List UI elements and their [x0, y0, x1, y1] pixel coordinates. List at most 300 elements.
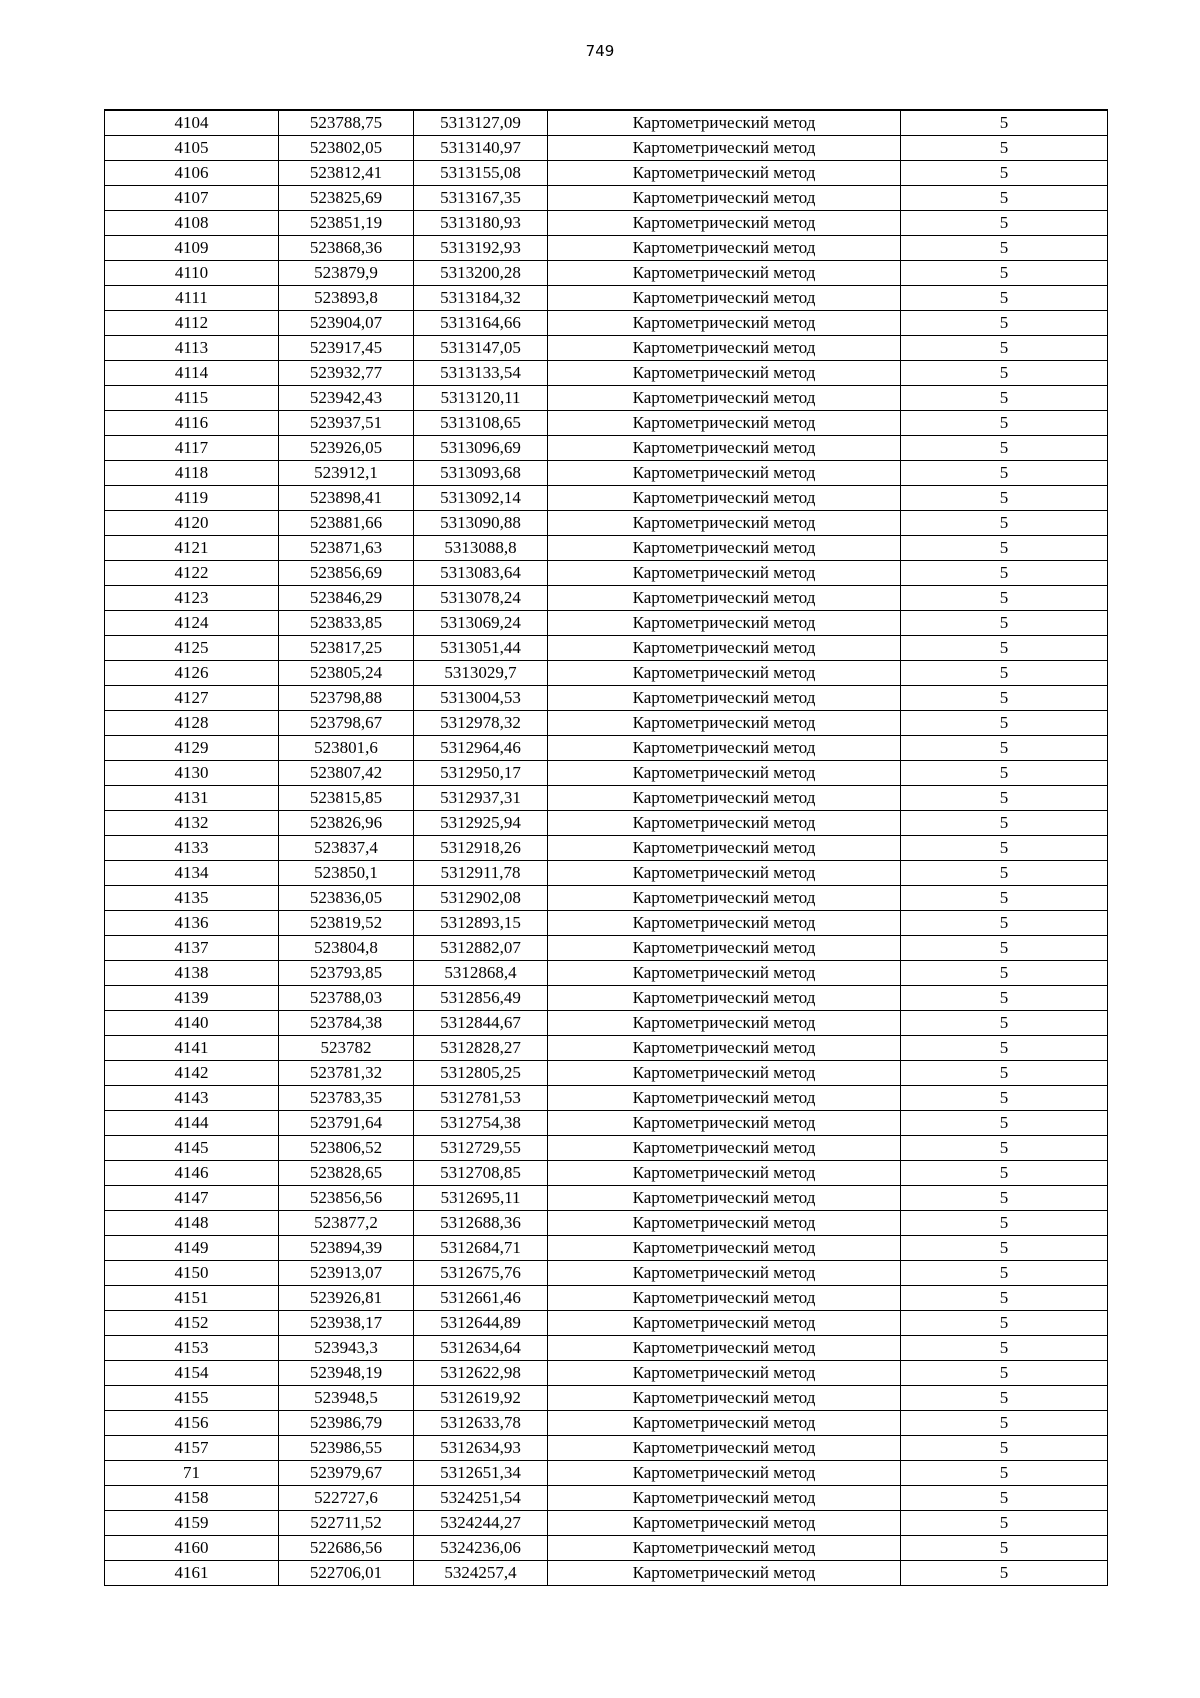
y-coordinate-cell: 5313088,8 [414, 536, 548, 561]
y-coordinate-cell: 5312684,71 [414, 1236, 548, 1261]
point-number-cell: 4122 [105, 561, 279, 586]
y-coordinate-cell: 5312964,46 [414, 736, 548, 761]
x-coordinate-cell: 523791,64 [279, 1111, 414, 1136]
table-row [105, 1261, 1108, 1286]
y-coordinate-cell: 5312675,76 [414, 1261, 548, 1286]
x-coordinate-cell: 523850,1 [279, 861, 414, 886]
table-row [105, 511, 1108, 536]
accuracy-cell: 5 [901, 1286, 1108, 1311]
y-coordinate-cell: 5312844,67 [414, 1011, 548, 1036]
y-coordinate-cell: 5312978,32 [414, 711, 548, 736]
point-number-cell: 4147 [105, 1186, 279, 1211]
table-row [105, 1236, 1108, 1261]
point-number-cell: 4115 [105, 386, 279, 411]
point-number-cell: 4160 [105, 1536, 279, 1561]
method-cell: Картометрический метод [548, 636, 901, 661]
method-cell: Картометрический метод [548, 1336, 901, 1361]
point-number-cell: 4109 [105, 236, 279, 261]
x-coordinate-cell: 523948,5 [279, 1386, 414, 1411]
method-cell: Картометрический метод [548, 1236, 901, 1261]
y-coordinate-cell: 5313133,54 [414, 361, 548, 386]
table-row [105, 1361, 1108, 1386]
table-row [105, 1086, 1108, 1111]
y-coordinate-cell: 5312868,4 [414, 961, 548, 986]
y-coordinate-cell: 5312805,25 [414, 1061, 548, 1086]
method-cell: Картометрический метод [548, 110, 901, 136]
accuracy-cell: 5 [901, 1211, 1108, 1236]
accuracy-cell: 5 [901, 110, 1108, 136]
point-number-cell: 4121 [105, 536, 279, 561]
y-coordinate-cell: 5313093,68 [414, 461, 548, 486]
accuracy-cell: 5 [901, 636, 1108, 661]
table-row [105, 1061, 1108, 1086]
y-coordinate-cell: 5312619,92 [414, 1386, 548, 1411]
x-coordinate-cell: 523938,17 [279, 1311, 414, 1336]
x-coordinate-cell: 523871,63 [279, 536, 414, 561]
x-coordinate-cell: 523828,65 [279, 1161, 414, 1186]
table-row [105, 1511, 1108, 1536]
point-number-cell: 4136 [105, 911, 279, 936]
y-coordinate-cell: 5313184,32 [414, 286, 548, 311]
y-coordinate-cell: 5313180,93 [414, 211, 548, 236]
x-coordinate-cell: 522711,52 [279, 1511, 414, 1536]
accuracy-cell: 5 [901, 836, 1108, 861]
method-cell: Картометрический метод [548, 1136, 901, 1161]
y-coordinate-cell: 5313092,14 [414, 486, 548, 511]
accuracy-cell: 5 [901, 661, 1108, 686]
y-coordinate-cell: 5312882,07 [414, 936, 548, 961]
method-cell: Картометрический метод [548, 1086, 901, 1111]
point-number-cell: 4139 [105, 986, 279, 1011]
accuracy-cell: 5 [901, 861, 1108, 886]
accuracy-cell: 5 [901, 136, 1108, 161]
y-coordinate-cell: 5312651,34 [414, 1461, 548, 1486]
table-row [105, 1411, 1108, 1436]
table-row [105, 1011, 1108, 1036]
point-number-cell: 4143 [105, 1086, 279, 1111]
y-coordinate-cell: 5313029,7 [414, 661, 548, 686]
point-number-cell: 4137 [105, 936, 279, 961]
accuracy-cell: 5 [901, 1011, 1108, 1036]
method-cell: Картометрический метод [548, 1261, 901, 1286]
table-row [105, 1186, 1108, 1211]
table-row [105, 886, 1108, 911]
x-coordinate-cell: 523913,07 [279, 1261, 414, 1286]
accuracy-cell: 5 [901, 1511, 1108, 1536]
y-coordinate-cell: 5312918,26 [414, 836, 548, 861]
point-number-cell: 4141 [105, 1036, 279, 1061]
point-number-cell: 4108 [105, 211, 279, 236]
method-cell: Картометрический метод [548, 936, 901, 961]
x-coordinate-cell: 523917,45 [279, 336, 414, 361]
x-coordinate-cell: 523788,03 [279, 986, 414, 1011]
point-number-cell: 4151 [105, 1286, 279, 1311]
point-number-cell: 4153 [105, 1336, 279, 1361]
method-cell: Картометрический метод [548, 961, 901, 986]
table-row [105, 1561, 1108, 1586]
x-coordinate-cell: 523782 [279, 1036, 414, 1061]
point-number-cell: 4150 [105, 1261, 279, 1286]
y-coordinate-cell: 5313200,28 [414, 261, 548, 286]
method-cell: Картометрический метод [548, 861, 901, 886]
accuracy-cell: 5 [901, 1361, 1108, 1386]
method-cell: Картометрический метод [548, 1161, 901, 1186]
point-number-cell: 4133 [105, 836, 279, 861]
accuracy-cell: 5 [901, 1136, 1108, 1161]
table-row [105, 1486, 1108, 1511]
x-coordinate-cell: 523986,79 [279, 1411, 414, 1436]
table-row [105, 811, 1108, 836]
accuracy-cell: 5 [901, 961, 1108, 986]
y-coordinate-cell: 5312893,15 [414, 911, 548, 936]
point-number-cell: 4127 [105, 686, 279, 711]
point-number-cell: 4132 [105, 811, 279, 836]
y-coordinate-cell: 5324244,27 [414, 1511, 548, 1536]
accuracy-cell: 5 [901, 186, 1108, 211]
x-coordinate-cell: 523815,85 [279, 786, 414, 811]
x-coordinate-cell: 523812,41 [279, 161, 414, 186]
x-coordinate-cell: 523877,2 [279, 1211, 414, 1236]
method-cell: Картометрический метод [548, 1386, 901, 1411]
method-cell: Картометрический метод [548, 836, 901, 861]
x-coordinate-cell: 523783,35 [279, 1086, 414, 1111]
x-coordinate-cell: 523986,55 [279, 1436, 414, 1461]
accuracy-cell: 5 [901, 536, 1108, 561]
method-cell: Картометрический метод [548, 1461, 901, 1486]
x-coordinate-cell: 523781,32 [279, 1061, 414, 1086]
table-row [105, 911, 1108, 936]
y-coordinate-cell: 5324251,54 [414, 1486, 548, 1511]
point-number-cell: 4134 [105, 861, 279, 886]
point-number-cell: 4119 [105, 486, 279, 511]
method-cell: Картометрический метод [548, 511, 901, 536]
table-row [105, 1136, 1108, 1161]
method-cell: Картометрический метод [548, 1311, 901, 1336]
accuracy-cell: 5 [901, 1261, 1108, 1286]
accuracy-cell: 5 [901, 886, 1108, 911]
table-row [105, 786, 1108, 811]
accuracy-cell: 5 [901, 1536, 1108, 1561]
method-cell: Картометрический метод [548, 1436, 901, 1461]
accuracy-cell: 5 [901, 761, 1108, 786]
method-cell: Картометрический метод [548, 411, 901, 436]
point-number-cell: 4104 [105, 110, 279, 136]
table-row [105, 1161, 1108, 1186]
accuracy-cell: 5 [901, 1386, 1108, 1411]
method-cell: Картометрический метод [548, 1561, 901, 1586]
method-cell: Картометрический метод [548, 386, 901, 411]
point-number-cell: 4135 [105, 886, 279, 911]
method-cell: Картометрический метод [548, 761, 901, 786]
table-row [105, 261, 1108, 286]
method-cell: Картометрический метод [548, 1486, 901, 1511]
method-cell: Картометрический метод [548, 1186, 901, 1211]
y-coordinate-cell: 5312661,46 [414, 1286, 548, 1311]
method-cell: Картометрический метод [548, 436, 901, 461]
method-cell: Картометрический метод [548, 1111, 901, 1136]
x-coordinate-cell: 523804,8 [279, 936, 414, 961]
method-cell: Картометрический метод [548, 811, 901, 836]
y-coordinate-cell: 5312856,49 [414, 986, 548, 1011]
x-coordinate-cell: 522706,01 [279, 1561, 414, 1586]
method-cell: Картометрический метод [548, 1511, 901, 1536]
point-number-cell: 4145 [105, 1136, 279, 1161]
x-coordinate-cell: 523943,3 [279, 1336, 414, 1361]
point-number-cell: 4157 [105, 1436, 279, 1461]
accuracy-cell: 5 [901, 161, 1108, 186]
method-cell: Картометрический метод [548, 586, 901, 611]
accuracy-cell: 5 [901, 1336, 1108, 1361]
method-cell: Картометрический метод [548, 1411, 901, 1436]
point-number-cell: 4149 [105, 1236, 279, 1261]
x-coordinate-cell: 523826,96 [279, 811, 414, 836]
table-row [105, 211, 1108, 236]
method-cell: Картометрический метод [548, 786, 901, 811]
x-coordinate-cell: 523798,88 [279, 686, 414, 711]
table-row [105, 1036, 1108, 1061]
table-row [105, 411, 1108, 436]
table-row [105, 836, 1108, 861]
point-number-cell: 4117 [105, 436, 279, 461]
method-cell: Картометрический метод [548, 736, 901, 761]
y-coordinate-cell: 5312754,38 [414, 1111, 548, 1136]
y-coordinate-cell: 5312695,11 [414, 1186, 548, 1211]
coordinates-table-body [105, 110, 1108, 1586]
accuracy-cell: 5 [901, 311, 1108, 336]
table-row [105, 561, 1108, 586]
method-cell: Картометрический метод [548, 236, 901, 261]
y-coordinate-cell: 5324236,06 [414, 1536, 548, 1561]
accuracy-cell: 5 [901, 686, 1108, 711]
accuracy-cell: 5 [901, 936, 1108, 961]
accuracy-cell: 5 [901, 1486, 1108, 1511]
x-coordinate-cell: 523912,1 [279, 461, 414, 486]
table-row [105, 611, 1108, 636]
point-number-cell: 4107 [105, 186, 279, 211]
point-number-cell: 4140 [105, 1011, 279, 1036]
table-row [105, 1461, 1108, 1486]
table-row [105, 936, 1108, 961]
x-coordinate-cell: 523817,25 [279, 636, 414, 661]
table-row [105, 986, 1108, 1011]
table-row [105, 236, 1108, 261]
x-coordinate-cell: 523807,42 [279, 761, 414, 786]
method-cell: Картометрический метод [548, 136, 901, 161]
table-row [105, 1336, 1108, 1361]
y-coordinate-cell: 5312911,78 [414, 861, 548, 886]
table-row [105, 461, 1108, 486]
point-number-cell: 4111 [105, 286, 279, 311]
accuracy-cell: 5 [901, 1111, 1108, 1136]
accuracy-cell: 5 [901, 1561, 1108, 1586]
point-number-cell: 4123 [105, 586, 279, 611]
method-cell: Картометрический метод [548, 1361, 901, 1386]
page-number: 749 [585, 42, 615, 60]
y-coordinate-cell: 5312633,78 [414, 1411, 548, 1436]
accuracy-cell: 5 [901, 586, 1108, 611]
x-coordinate-cell: 523948,19 [279, 1361, 414, 1386]
table-row [105, 686, 1108, 711]
point-number-cell: 4146 [105, 1161, 279, 1186]
accuracy-cell: 5 [901, 211, 1108, 236]
x-coordinate-cell: 523881,66 [279, 511, 414, 536]
point-number-cell: 4129 [105, 736, 279, 761]
x-coordinate-cell: 523937,51 [279, 411, 414, 436]
accuracy-cell: 5 [901, 1186, 1108, 1211]
method-cell: Картометрический метод [548, 286, 901, 311]
table-row [105, 286, 1108, 311]
point-number-cell: 4120 [105, 511, 279, 536]
y-coordinate-cell: 5312634,64 [414, 1336, 548, 1361]
x-coordinate-cell: 523836,05 [279, 886, 414, 911]
y-coordinate-cell: 5313004,53 [414, 686, 548, 711]
point-number-cell: 4124 [105, 611, 279, 636]
y-coordinate-cell: 5313078,24 [414, 586, 548, 611]
x-coordinate-cell: 522727,6 [279, 1486, 414, 1511]
accuracy-cell: 5 [901, 486, 1108, 511]
x-coordinate-cell: 523942,43 [279, 386, 414, 411]
y-coordinate-cell: 5313051,44 [414, 636, 548, 661]
point-number-cell: 4158 [105, 1486, 279, 1511]
y-coordinate-cell: 5312925,94 [414, 811, 548, 836]
x-coordinate-cell: 523926,05 [279, 436, 414, 461]
table-row [105, 436, 1108, 461]
x-coordinate-cell: 523979,67 [279, 1461, 414, 1486]
point-number-cell: 4161 [105, 1561, 279, 1586]
method-cell: Картометрический метод [548, 686, 901, 711]
y-coordinate-cell: 5313108,65 [414, 411, 548, 436]
accuracy-cell: 5 [901, 1061, 1108, 1086]
x-coordinate-cell: 523833,85 [279, 611, 414, 636]
method-cell: Картометрический метод [548, 561, 901, 586]
accuracy-cell: 5 [901, 1461, 1108, 1486]
table-row [105, 636, 1108, 661]
table-row [105, 536, 1108, 561]
x-coordinate-cell: 523801,6 [279, 736, 414, 761]
method-cell: Картометрический метод [548, 311, 901, 336]
y-coordinate-cell: 5313192,93 [414, 236, 548, 261]
accuracy-cell: 5 [901, 461, 1108, 486]
x-coordinate-cell: 523856,56 [279, 1186, 414, 1211]
accuracy-cell: 5 [901, 236, 1108, 261]
point-number-cell: 4112 [105, 311, 279, 336]
x-coordinate-cell: 523784,38 [279, 1011, 414, 1036]
method-cell: Картометрический метод [548, 1211, 901, 1236]
method-cell: Картометрический метод [548, 611, 901, 636]
point-number-cell: 4128 [105, 711, 279, 736]
accuracy-cell: 5 [901, 1311, 1108, 1336]
y-coordinate-cell: 5312688,36 [414, 1211, 548, 1236]
accuracy-cell: 5 [901, 411, 1108, 436]
y-coordinate-cell: 5313090,88 [414, 511, 548, 536]
accuracy-cell: 5 [901, 1161, 1108, 1186]
table-row [105, 336, 1108, 361]
point-number-cell: 4144 [105, 1111, 279, 1136]
y-coordinate-cell: 5313164,66 [414, 311, 548, 336]
x-coordinate-cell: 523856,69 [279, 561, 414, 586]
method-cell: Картометрический метод [548, 161, 901, 186]
method-cell: Картометрический метод [548, 1286, 901, 1311]
method-cell: Картометрический метод [548, 886, 901, 911]
accuracy-cell: 5 [901, 1236, 1108, 1261]
accuracy-cell: 5 [901, 611, 1108, 636]
table-row [105, 386, 1108, 411]
x-coordinate-cell: 523868,36 [279, 236, 414, 261]
table-row [105, 736, 1108, 761]
method-cell: Картометрический метод [548, 536, 901, 561]
y-coordinate-cell: 5312634,93 [414, 1436, 548, 1461]
x-coordinate-cell: 523926,81 [279, 1286, 414, 1311]
accuracy-cell: 5 [901, 511, 1108, 536]
table-row [105, 186, 1108, 211]
y-coordinate-cell: 5312781,53 [414, 1086, 548, 1111]
y-coordinate-cell: 5313147,05 [414, 336, 548, 361]
y-coordinate-cell: 5312644,89 [414, 1311, 548, 1336]
table-row [105, 136, 1108, 161]
method-cell: Картометрический метод [548, 486, 901, 511]
method-cell: Картометрический метод [548, 1536, 901, 1561]
y-coordinate-cell: 5312729,55 [414, 1136, 548, 1161]
point-number-cell: 4105 [105, 136, 279, 161]
x-coordinate-cell: 522686,56 [279, 1536, 414, 1561]
point-number-cell: 4131 [105, 786, 279, 811]
accuracy-cell: 5 [901, 1036, 1108, 1061]
coordinates-table [104, 109, 1108, 1586]
y-coordinate-cell: 5324257,4 [414, 1561, 548, 1586]
accuracy-cell: 5 [901, 1436, 1108, 1461]
x-coordinate-cell: 523806,52 [279, 1136, 414, 1161]
table-row [105, 961, 1108, 986]
table-row [105, 486, 1108, 511]
point-number-cell: 4130 [105, 761, 279, 786]
x-coordinate-cell: 523846,29 [279, 586, 414, 611]
accuracy-cell: 5 [901, 361, 1108, 386]
x-coordinate-cell: 523894,39 [279, 1236, 414, 1261]
table-row [105, 1211, 1108, 1236]
accuracy-cell: 5 [901, 711, 1108, 736]
accuracy-cell: 5 [901, 736, 1108, 761]
x-coordinate-cell: 523825,69 [279, 186, 414, 211]
y-coordinate-cell: 5313083,64 [414, 561, 548, 586]
point-number-cell: 4110 [105, 261, 279, 286]
method-cell: Картометрический метод [548, 336, 901, 361]
method-cell: Картометрический метод [548, 661, 901, 686]
x-coordinate-cell: 523805,24 [279, 661, 414, 686]
method-cell: Картометрический метод [548, 361, 901, 386]
point-number-cell: 4154 [105, 1361, 279, 1386]
x-coordinate-cell: 523837,4 [279, 836, 414, 861]
point-number-cell: 4125 [105, 636, 279, 661]
point-number-cell: 4148 [105, 1211, 279, 1236]
table-row [105, 1436, 1108, 1461]
point-number-cell: 4155 [105, 1386, 279, 1411]
y-coordinate-cell: 5313140,97 [414, 136, 548, 161]
table-row [105, 361, 1108, 386]
table-row [105, 1111, 1108, 1136]
accuracy-cell: 5 [901, 386, 1108, 411]
x-coordinate-cell: 523802,05 [279, 136, 414, 161]
method-cell: Картометрический метод [548, 986, 901, 1011]
y-coordinate-cell: 5312950,17 [414, 761, 548, 786]
method-cell: Картометрический метод [548, 261, 901, 286]
x-coordinate-cell: 523898,41 [279, 486, 414, 511]
x-coordinate-cell: 523893,8 [279, 286, 414, 311]
point-number-cell: 4118 [105, 461, 279, 486]
y-coordinate-cell: 5312708,85 [414, 1161, 548, 1186]
point-number-cell: 4114 [105, 361, 279, 386]
y-coordinate-cell: 5313155,08 [414, 161, 548, 186]
accuracy-cell: 5 [901, 261, 1108, 286]
